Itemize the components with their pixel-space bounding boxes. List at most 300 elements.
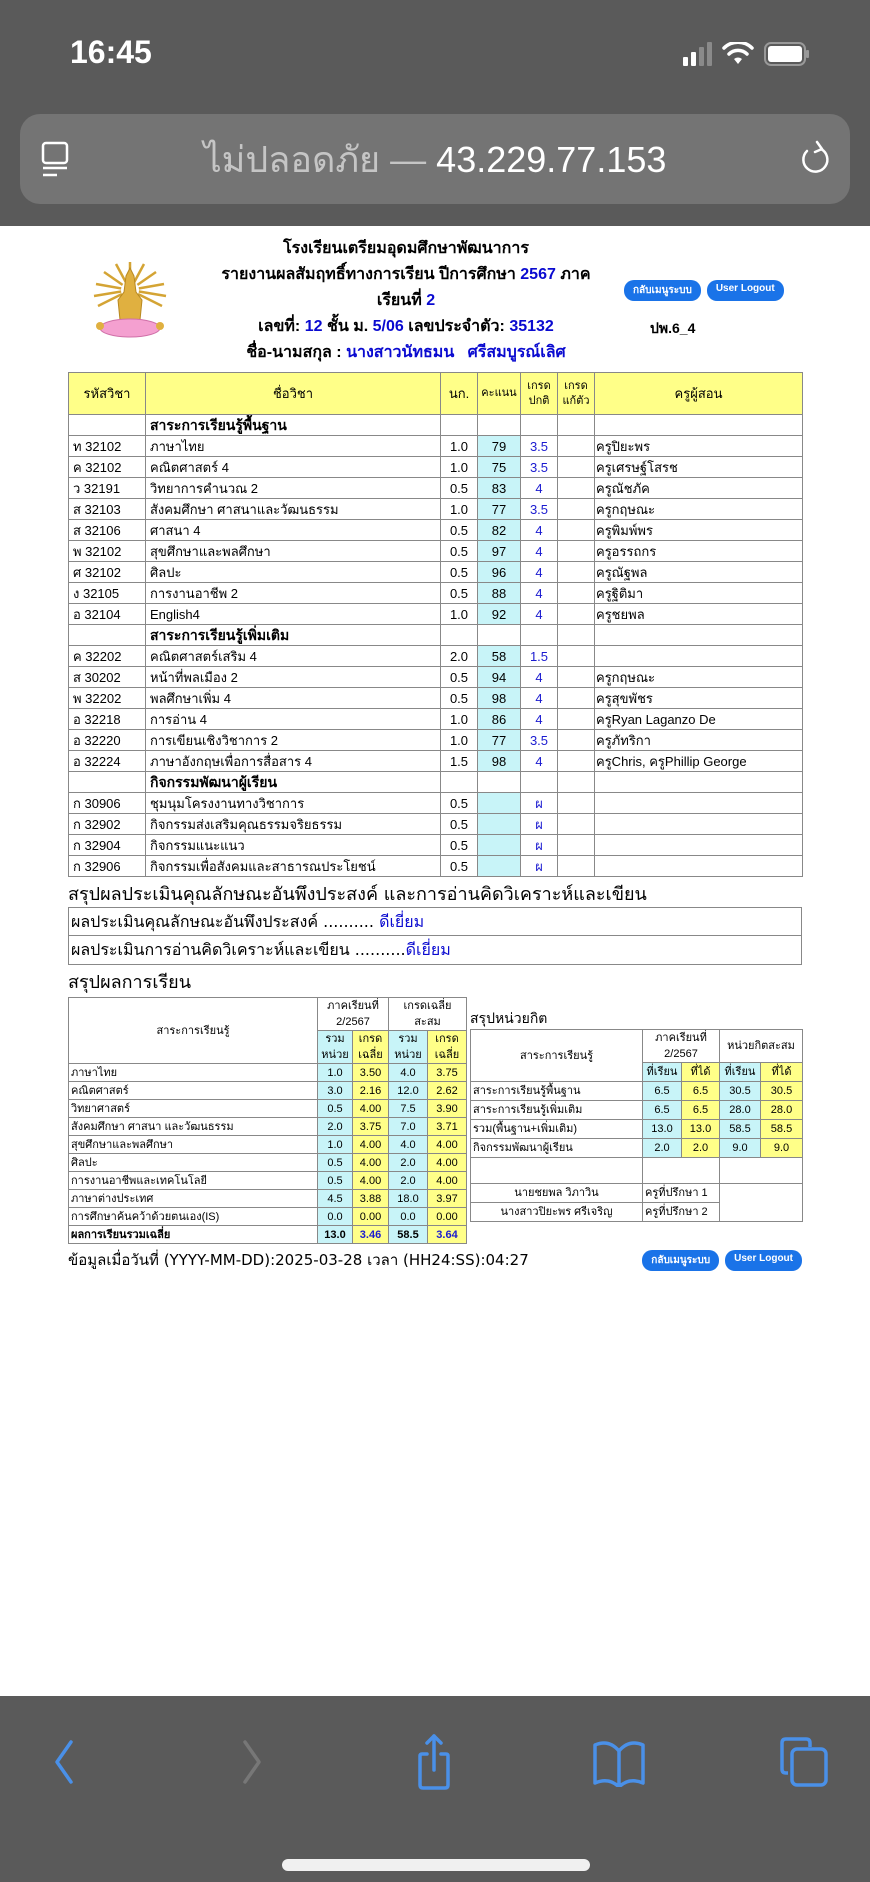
summary-col-cumulative: เกรดเฉลี่ย สะสม	[389, 998, 467, 1031]
summary-cum-units: 18.0	[389, 1190, 428, 1208]
url-bar[interactable]	[20, 114, 850, 204]
course-teacher: ครูชยพล	[595, 604, 803, 625]
chevron-left-icon	[49, 1737, 79, 1787]
summary-subject: สังคมศึกษา ศาสนา และวัฒนธรรม	[69, 1118, 318, 1136]
course-grade: 3.5	[521, 499, 558, 520]
course-score: 82	[478, 520, 521, 541]
course-credit: 0.5	[441, 520, 478, 541]
summary-subject: การศึกษาค้นคว้าด้วยตนเอง(IS)	[69, 1208, 318, 1226]
share-icon	[414, 1732, 454, 1792]
course-teacher: ครูพิมพ์พร	[595, 520, 803, 541]
eval-row-reading-writing	[69, 936, 801, 964]
course-score: 83	[478, 478, 521, 499]
course-name: คณิตศาสตร์เสริม 4	[146, 646, 441, 667]
summary-row	[69, 1118, 467, 1136]
advisor-name: นายชยพล วิภาวิน	[471, 1184, 643, 1203]
grades-body	[69, 415, 803, 877]
course-regrade	[558, 646, 595, 667]
credits-subject: สาระการเรียนรู้พื้นฐาน	[471, 1082, 643, 1101]
summary-cum-units: 4.0	[389, 1136, 428, 1154]
course-name: English4	[146, 604, 441, 625]
group-row	[69, 415, 803, 436]
footer-row	[68, 1248, 802, 1272]
credits-cum-earned: 28.0	[761, 1101, 803, 1120]
summary-subject: สุขศึกษาและพลศึกษา	[69, 1136, 318, 1154]
course-name: วิทยาการคำนวณ 2	[146, 478, 441, 499]
credits-cum-earned: 9.0	[761, 1139, 803, 1158]
back-button[interactable]	[34, 1732, 94, 1792]
bottom-buttons	[642, 1250, 802, 1271]
course-row	[69, 793, 803, 814]
summary-cum-gpa: 2.62	[428, 1082, 467, 1100]
course-name: กิจกรรมเพื่อสังคมและสาธารณประโยชน์	[146, 856, 441, 877]
summary-term-units: 13.0	[318, 1226, 353, 1244]
user-logout-button[interactable]: User Logout	[725, 1250, 802, 1271]
summary-subject: ภาษาไทย	[69, 1064, 318, 1082]
credits-cum-enrolled: 28.0	[720, 1101, 761, 1120]
course-row	[69, 541, 803, 562]
course-teacher: ครูกฤษณะ	[595, 499, 803, 520]
summary-cum-units: 58.5	[389, 1226, 428, 1244]
course-regrade	[558, 814, 595, 835]
course-regrade	[558, 604, 595, 625]
course-score: 97	[478, 541, 521, 562]
course-teacher	[595, 856, 803, 877]
course-credit: 0.5	[441, 688, 478, 709]
col-header-score: คะแนน	[478, 373, 521, 415]
credits-sub-enrolled: ที่เรียน	[643, 1063, 682, 1082]
summary-term-gpa: 3.75	[353, 1118, 389, 1136]
summary-cum-gpa: 3.75	[428, 1064, 467, 1082]
eval-value: ดีเยี่ยม	[405, 940, 451, 959]
col-header-name: ชื่อวิชา	[146, 373, 441, 415]
course-name: ภาษาอังกฤษเพื่อการสื่อสาร 4	[146, 751, 441, 772]
course-regrade	[558, 457, 595, 478]
back-to-menu-button[interactable]: กลับเมนูระบบ	[624, 280, 701, 301]
tabs-icon	[778, 1735, 832, 1789]
forward-button[interactable]	[222, 1732, 282, 1792]
report-title: รายงานผลสัมฤทธิ์ทางการเรียน ปีการศึกษา	[221, 266, 516, 283]
summary-term-gpa: 4.00	[353, 1100, 389, 1118]
col-header-credit: นก.	[441, 373, 478, 415]
course-grade: 4	[521, 751, 558, 772]
course-name: สุขศึกษาและพลศึกษา	[146, 541, 441, 562]
course-credit: 0.5	[441, 583, 478, 604]
course-score: 94	[478, 667, 521, 688]
course-row	[69, 667, 803, 688]
course-credit: 1.0	[441, 499, 478, 520]
credits-term-earned: 6.5	[682, 1082, 720, 1101]
summary-col-term: ภาคเรียนที่ 2/2567	[318, 998, 389, 1031]
course-credit: 1.0	[441, 604, 478, 625]
course-name: ศิลปะ	[146, 562, 441, 583]
course-credit: 1.0	[441, 730, 478, 751]
course-regrade	[558, 583, 595, 604]
course-score	[478, 793, 521, 814]
summary-row	[69, 1172, 467, 1190]
summary-cum-units: 7.5	[389, 1100, 428, 1118]
course-regrade	[558, 835, 595, 856]
back-to-menu-button[interactable]: กลับเมนูระบบ	[642, 1250, 719, 1271]
reader-mode-icon[interactable]	[20, 139, 90, 179]
summary-term-gpa: 4.00	[353, 1172, 389, 1190]
term-label-b: เรียนที่	[376, 292, 422, 309]
credits-cum-enrolled: 58.5	[720, 1120, 761, 1139]
course-grade: 4	[521, 562, 558, 583]
credits-term-enrolled: 13.0	[643, 1120, 682, 1139]
course-code: ส 32103	[69, 499, 146, 520]
course-score: 75	[478, 457, 521, 478]
user-logout-button[interactable]: User Logout	[707, 280, 784, 301]
credits-term-enrolled: 6.5	[643, 1082, 682, 1101]
summary-subject: ผลการเรียนรวมเฉลี่ย	[69, 1226, 318, 1244]
data-timestamp: ข้อมูลเมื่อวันที่ (YYYY-MM-DD):2025-03-28 เวลา (HH24:SS):04:27	[68, 1251, 529, 1269]
course-code: ส 32106	[69, 520, 146, 541]
summary-term-gpa: 4.00	[353, 1136, 389, 1154]
summary-row	[69, 1154, 467, 1172]
group-title: สาระการเรียนรู้พื้นฐาน	[146, 415, 441, 436]
course-teacher: ครูRyan Laganzo De	[595, 709, 803, 730]
credits-row	[471, 1082, 803, 1101]
course-code: ศ 32102	[69, 562, 146, 583]
credits-term-earned: 13.0	[682, 1120, 720, 1139]
evaluation-box	[68, 907, 802, 965]
course-credit: 1.0	[441, 436, 478, 457]
course-code: อ 32104	[69, 604, 146, 625]
summary-term-units: 3.0	[318, 1082, 353, 1100]
course-score: 88	[478, 583, 521, 604]
course-credit: 0.5	[441, 793, 478, 814]
credits-term-enrolled: 6.5	[643, 1101, 682, 1120]
course-teacher: ครูณัฐพล	[595, 562, 803, 583]
course-teacher: ครูเศรษฐ์โสรช	[595, 457, 803, 478]
course-teacher: ครูฐิติมา	[595, 583, 803, 604]
course-grade: 4	[521, 667, 558, 688]
summary-subject: คณิตศาสตร์	[69, 1082, 318, 1100]
course-grade: ผ	[521, 856, 558, 877]
group-row	[69, 772, 803, 793]
summary-subject: วิทยาศาสตร์	[69, 1100, 318, 1118]
course-code: ก 32904	[69, 835, 146, 856]
url-host: 43.229.77.153	[436, 138, 667, 180]
advisor-row	[471, 1184, 803, 1203]
summary-body	[69, 1064, 467, 1244]
col-header-regrade: เกรด แก้ตัว	[558, 373, 595, 415]
course-grade: 3.5	[521, 730, 558, 751]
course-code: ว 32191	[69, 478, 146, 499]
course-teacher	[595, 814, 803, 835]
course-regrade	[558, 478, 595, 499]
summary-subject: ภาษาต่างประเทศ	[69, 1190, 318, 1208]
advisor-name: นางสาวปิยะพร ศรีเจริญ	[471, 1203, 643, 1222]
course-teacher: ครูภัทริกา	[595, 730, 803, 751]
course-row	[69, 751, 803, 772]
summary-term-gpa: 3.46	[353, 1226, 389, 1244]
course-code: ก 32902	[69, 814, 146, 835]
course-credit: 0.5	[441, 562, 478, 583]
course-row	[69, 499, 803, 520]
summary-term-gpa: 4.00	[353, 1154, 389, 1172]
summary-subject: การงานอาชีพและเทคโนโลยี	[69, 1172, 318, 1190]
evaluation-title: สรุปผลประเมินคุณลักษณะอันพึงประสงค์ และการอ่านคิดวิเคราะห์และเขียน	[68, 884, 647, 905]
summary-cum-gpa: 3.90	[428, 1100, 467, 1118]
summary-cum-gpa: 4.00	[428, 1154, 467, 1172]
grades-table	[68, 372, 803, 877]
course-regrade	[558, 436, 595, 457]
course-credit: 0.5	[441, 478, 478, 499]
summary-term-gpa: 2.16	[353, 1082, 389, 1100]
course-code: ส 30202	[69, 667, 146, 688]
course-code: ง 32105	[69, 583, 146, 604]
credits-col-term: ภาคเรียนที่ 2/2567	[643, 1030, 720, 1063]
browser-toolbar	[0, 1696, 870, 1882]
summary-term-units: 0.5	[318, 1154, 353, 1172]
course-score: 77	[478, 730, 521, 751]
summary-total-row	[69, 1226, 467, 1244]
course-row	[69, 835, 803, 856]
cellular-signal-icon	[683, 42, 712, 66]
summary-sub-units: รวม หน่วย	[318, 1031, 353, 1064]
summary-sub-gpa: เกรด เฉลี่ย	[353, 1031, 389, 1064]
col-header-teacher: ครูผู้สอน	[595, 373, 803, 415]
home-indicator	[282, 1859, 590, 1871]
summary-row	[69, 1100, 467, 1118]
course-row	[69, 814, 803, 835]
course-grade: ผ	[521, 835, 558, 856]
summary-col-subject: สาระการเรียนรู้	[69, 998, 318, 1064]
summary-cum-gpa: 3.97	[428, 1190, 467, 1208]
school-logo	[90, 260, 170, 342]
course-credit: 0.5	[441, 667, 478, 688]
summary-row	[69, 1082, 467, 1100]
course-teacher: ครูณัชภัค	[595, 478, 803, 499]
course-score	[478, 856, 521, 877]
credits-term-earned: 2.0	[682, 1139, 720, 1158]
summary-cum-units: 7.0	[389, 1118, 428, 1136]
course-code: ค 32202	[69, 646, 146, 667]
summary-cum-gpa: 3.64	[428, 1226, 467, 1244]
course-row	[69, 436, 803, 457]
course-name: สังคมศึกษา ศาสนาและวัฒนธรรม	[146, 499, 441, 520]
course-name: คณิตศาสตร์ 4	[146, 457, 441, 478]
summary-term-units: 0.5	[318, 1100, 353, 1118]
tabs-button[interactable]	[775, 1732, 835, 1792]
course-credit: 1.5	[441, 751, 478, 772]
credits-subject: รวม(พื้นฐาน+เพิ่มเติม)	[471, 1120, 643, 1139]
battery-icon	[764, 42, 810, 66]
summary-wrap	[68, 997, 466, 1244]
report-header	[68, 234, 802, 372]
eval-row-desirable-traits	[69, 908, 801, 936]
course-regrade	[558, 856, 595, 877]
course-code: ค 32102	[69, 457, 146, 478]
course-score: 86	[478, 709, 521, 730]
course-grade: 3.5	[521, 457, 558, 478]
eval-label: ผลประเมินคุณลักษณะอันพึงประสงค์ ..........	[71, 912, 380, 931]
summary-table	[68, 997, 467, 1244]
course-grade: 4	[521, 709, 558, 730]
summary-row	[69, 1064, 467, 1082]
summary-term-units: 1.0	[318, 1064, 353, 1082]
summary-cum-units: 12.0	[389, 1082, 428, 1100]
course-credit: 0.5	[441, 835, 478, 856]
course-score	[478, 814, 521, 835]
credits-col-cumulative: หน่วยกิตสะสม	[720, 1030, 803, 1063]
credits-title: สรุปหน่วยกิต	[470, 1011, 548, 1027]
summary-row	[69, 1208, 467, 1226]
course-name: กิจกรรมแนะแนว	[146, 835, 441, 856]
not-secure-label: ไม่ปลอดภัย	[203, 138, 381, 180]
course-score: 96	[478, 562, 521, 583]
credits-cum-earned: 30.5	[761, 1082, 803, 1101]
reload-icon[interactable]	[780, 139, 850, 179]
course-teacher	[595, 646, 803, 667]
course-row	[69, 478, 803, 499]
course-name: การเขียนเชิงวิชาการ 2	[146, 730, 441, 751]
course-row	[69, 688, 803, 709]
summary-cum-units: 4.0	[389, 1064, 428, 1082]
course-score	[478, 835, 521, 856]
course-code: พ 32202	[69, 688, 146, 709]
url-separator: —	[380, 138, 437, 180]
student-no-label: เลขที่:	[258, 318, 301, 335]
course-teacher	[595, 835, 803, 856]
course-teacher: ครูอรรถกร	[595, 541, 803, 562]
summary-cum-gpa: 0.00	[428, 1208, 467, 1226]
credits-cum-earned: 58.5	[761, 1120, 803, 1139]
summary-term-units: 0.5	[318, 1172, 353, 1190]
course-name: พลศึกษาเพิ่ม 4	[146, 688, 441, 709]
course-credit: 2.0	[441, 646, 478, 667]
grades-header-row	[69, 373, 803, 415]
course-teacher: ครูกฤษณะ	[595, 667, 803, 688]
course-name: หน้าที่พลเมือง 2	[146, 667, 441, 688]
course-name: กิจกรรมส่งเสริมคุณธรรมจริยธรรม	[146, 814, 441, 835]
course-regrade	[558, 793, 595, 814]
course-name: ภาษาไทย	[146, 436, 441, 457]
student-id-label: เลขประจำตัว:	[408, 318, 505, 335]
course-score: 77	[478, 499, 521, 520]
group-title: กิจกรรมพัฒนาผู้เรียน	[146, 772, 441, 793]
url-address[interactable]	[90, 131, 780, 188]
course-row	[69, 562, 803, 583]
course-grade: 4	[521, 478, 558, 499]
credits-blank-row	[471, 1158, 803, 1184]
course-score: 98	[478, 751, 521, 772]
course-code: อ 32224	[69, 751, 146, 772]
credits-row	[471, 1101, 803, 1120]
course-row	[69, 646, 803, 667]
student-id: 35132	[509, 318, 554, 335]
course-name: การงานอาชีพ 2	[146, 583, 441, 604]
credits-body	[471, 1082, 803, 1222]
course-row	[69, 457, 803, 478]
student-info-line	[186, 314, 626, 340]
credits-wrap	[470, 1009, 802, 1222]
course-grade: 4	[521, 604, 558, 625]
summary-sub-units: รวม หน่วย	[389, 1031, 428, 1064]
course-grade: 4	[521, 583, 558, 604]
course-teacher: ครูปิยะพร	[595, 436, 803, 457]
chevron-right-icon	[237, 1737, 267, 1787]
course-grade: 3.5	[521, 436, 558, 457]
summary-term-units: 2.0	[318, 1118, 353, 1136]
course-credit: 0.5	[441, 814, 478, 835]
summary-subject: ศิลปะ	[69, 1154, 318, 1172]
course-name: ชุมนุมโครงงานทางวิชาการ	[146, 793, 441, 814]
summary-row	[69, 1190, 467, 1208]
course-regrade	[558, 709, 595, 730]
credits-cum-enrolled: 9.0	[720, 1139, 761, 1158]
credits-sub-earned: ที่ได้	[761, 1063, 803, 1082]
term-number: 2	[426, 292, 436, 309]
summary-term-units: 0.0	[318, 1208, 353, 1226]
course-regrade	[558, 520, 595, 541]
credits-sub-earned: ที่ได้	[682, 1063, 720, 1082]
advisor-role: ครูที่ปรึกษา 2	[643, 1203, 720, 1222]
group-row	[69, 625, 803, 646]
summary-term-units: 1.0	[318, 1136, 353, 1154]
wifi-icon	[722, 42, 754, 66]
course-score: 92	[478, 604, 521, 625]
course-row	[69, 520, 803, 541]
school-name: โรงเรียนเตรียมอุดมศึกษาพัฒนาการ	[283, 240, 529, 257]
summary-term-gpa: 3.88	[353, 1190, 389, 1208]
summary-cum-units: 2.0	[389, 1154, 428, 1172]
summary-cum-gpa: 4.00	[428, 1136, 467, 1154]
course-regrade	[558, 499, 595, 520]
course-row	[69, 709, 803, 730]
course-teacher: ครูChris, ครูPhillip George	[595, 751, 803, 772]
course-teacher	[595, 793, 803, 814]
credits-row	[471, 1120, 803, 1139]
credits-term-earned: 6.5	[682, 1101, 720, 1120]
course-score: 58	[478, 646, 521, 667]
course-credit: 1.0	[441, 457, 478, 478]
credits-subject: สาระการเรียนรู้เพิ่มเติม	[471, 1101, 643, 1120]
course-grade: 4	[521, 541, 558, 562]
academic-year: 2567	[520, 266, 556, 283]
report-title-block	[186, 236, 626, 366]
course-code: พ 32102	[69, 541, 146, 562]
share-button[interactable]	[404, 1732, 464, 1792]
course-code: อ 32218	[69, 709, 146, 730]
student-name: นางสาวนัทธมน ศรีสมบูรณ์เลิศ	[346, 344, 566, 361]
course-regrade	[558, 751, 595, 772]
course-grade: 4	[521, 688, 558, 709]
course-row	[69, 730, 803, 751]
course-code: ก 30906	[69, 793, 146, 814]
eval-value: ดีเยี่ยม	[379, 912, 425, 931]
course-code: ก 32906	[69, 856, 146, 877]
credits-row	[471, 1139, 803, 1158]
credits-table	[470, 1029, 803, 1222]
col-header-code: รหัสวิชา	[69, 373, 146, 415]
course-code: ท 32102	[69, 436, 146, 457]
course-name: ศาสนา 4	[146, 520, 441, 541]
summary-row	[69, 1136, 467, 1154]
course-code: อ 32220	[69, 730, 146, 751]
course-regrade	[558, 541, 595, 562]
bookmarks-button[interactable]	[589, 1732, 649, 1792]
report-title-line	[186, 262, 626, 288]
course-teacher: ครูสุขพัชร	[595, 688, 803, 709]
summary-cum-gpa: 4.00	[428, 1172, 467, 1190]
summary-term-gpa: 3.50	[353, 1064, 389, 1082]
course-credit: 0.5	[441, 856, 478, 877]
course-credit: 1.0	[441, 709, 478, 730]
summary-cum-units: 2.0	[389, 1172, 428, 1190]
